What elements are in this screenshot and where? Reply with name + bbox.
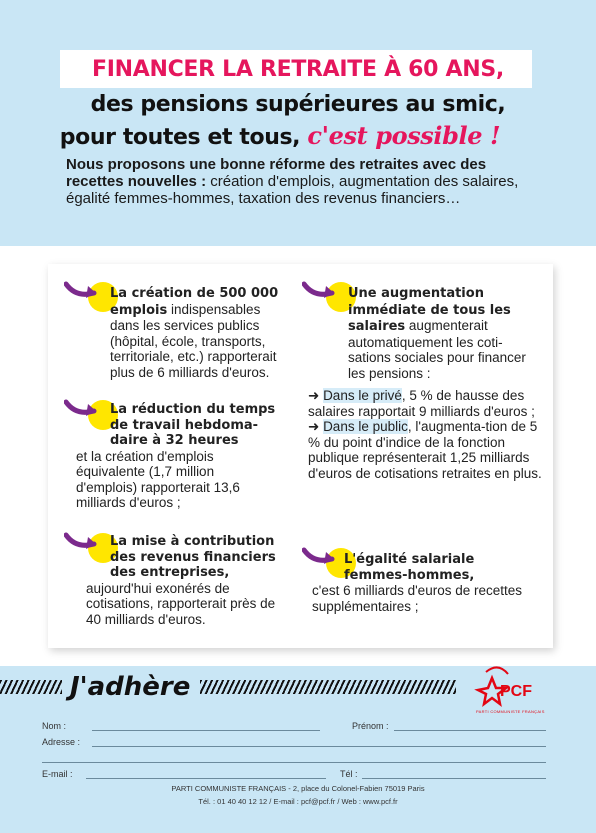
right-item-2-body: c'est 6 milliards d'euros de recettes supplémentaires ; bbox=[312, 583, 522, 614]
tel-label: Tél : bbox=[340, 769, 358, 779]
email-field[interactable] bbox=[86, 778, 326, 779]
right-item-1 bbox=[302, 285, 532, 381]
form-title: J'adhère bbox=[70, 672, 191, 702]
bullet-public-highlight: Dans le public bbox=[323, 419, 408, 434]
nom-label: Nom : bbox=[42, 721, 67, 731]
bullet-public-text: , l'augmenta-tion de 5 % du point d'indice de la fonction publique représenterait 1,25 milliards d'euros de cotisations retraites en plus. bbox=[308, 419, 542, 481]
left-item-3-head: La mise à contribution des revenus financiers des entreprises, bbox=[110, 534, 276, 580]
bullet-prive-text: , 5 % de hausse des salaires rapportait 9 milliards d'euros ; bbox=[308, 388, 535, 419]
left-item-2-head: La réduction du temps de travail hebdoma-daire à 32 heures bbox=[110, 402, 276, 448]
intro-bold: Nous proposons une bonne réforme des retraites avec des recettes nouvelles : bbox=[66, 156, 487, 190]
title-line-2: des pensions supérieures au smic, bbox=[90, 92, 506, 117]
email-label: E-mail : bbox=[42, 769, 73, 779]
right-item-2-head: L'égalité salariale femmes-hommes, bbox=[344, 552, 475, 583]
prenom-label: Prénom : bbox=[352, 721, 389, 731]
title-script: c'est possible ! bbox=[307, 121, 501, 150]
bullet-public: ➜ Dans le public, l'augmenta-tion de 5 % du point d'indice de la fonction publique représenterait 1,25 milliards d'euros de cotisations retraites en plus. bbox=[308, 419, 542, 481]
tel-field[interactable] bbox=[362, 778, 546, 779]
title-line-3-text: pour toutes et tous, bbox=[59, 125, 301, 150]
footer-address: PARTI COMMUNISTE FRANÇAIS - 2, place du Colonel-Fabien 75019 Paris bbox=[171, 784, 425, 793]
left-item-1 bbox=[76, 285, 286, 380]
left-item-3 bbox=[76, 534, 286, 627]
bullet-prive: ➜ Dans le privé, 5 % de hausse des salaires rapportait 9 milliards d'euros ; bbox=[308, 388, 535, 419]
adresse-label: Adresse : bbox=[42, 737, 81, 747]
right-item-1-body: augmenterait automatiquement les coti-sations sociales pour financer les pensions : bbox=[348, 318, 526, 381]
title-line-1: FINANCER LA RETRAITE À 60 ANS, bbox=[92, 57, 504, 82]
intro-paragraph bbox=[66, 156, 536, 207]
intro-rest: création d'emplois, augmentation des salaires, égalité femmes-hommes, taxation des revenus financiers… bbox=[66, 173, 519, 207]
left-item-3-body: aujourd'hui exonérés de cotisations, rapporterait près de 40 milliards d'euros. bbox=[86, 580, 276, 627]
prenom-field[interactable] bbox=[394, 730, 546, 731]
right-bullets bbox=[308, 388, 544, 481]
footer-contact: Tél. : 01 40 40 12 12 / E-mail : pcf@pcf.fr / Web : www.pcf.fr bbox=[198, 797, 398, 806]
left-item-2 bbox=[76, 402, 276, 511]
left-item-2-body: et la création d'emplois équivalente (1,7 million d'emplois) rapporterait 13,6 milliards d'euros ; bbox=[76, 448, 240, 510]
title-line-3 bbox=[0, 121, 578, 150]
hatch-right bbox=[200, 680, 456, 694]
left-item-1-head: La création de 500 000 emplois bbox=[110, 286, 279, 318]
right-item-2 bbox=[302, 552, 538, 614]
pcf-logo-subtitle: PARTI COMMUNISTE FRANÇAIS bbox=[476, 709, 545, 714]
nom-field[interactable] bbox=[92, 730, 320, 731]
adresse-field-2[interactable] bbox=[42, 762, 546, 763]
right-item-1-head: Une augmentation immédiate de tous les salaires bbox=[348, 286, 511, 334]
pcf-logo-text: PCF bbox=[500, 683, 532, 700]
adresse-field[interactable] bbox=[92, 746, 546, 747]
hatch-left bbox=[0, 680, 62, 694]
bullet-prive-highlight: Dans le privé bbox=[323, 388, 402, 403]
left-item-1-body: indispensables dans les services publics (hôpital, école, transports, territoriale, etc.) rapporterait plus de 6 milliards d'euros. bbox=[110, 301, 277, 380]
